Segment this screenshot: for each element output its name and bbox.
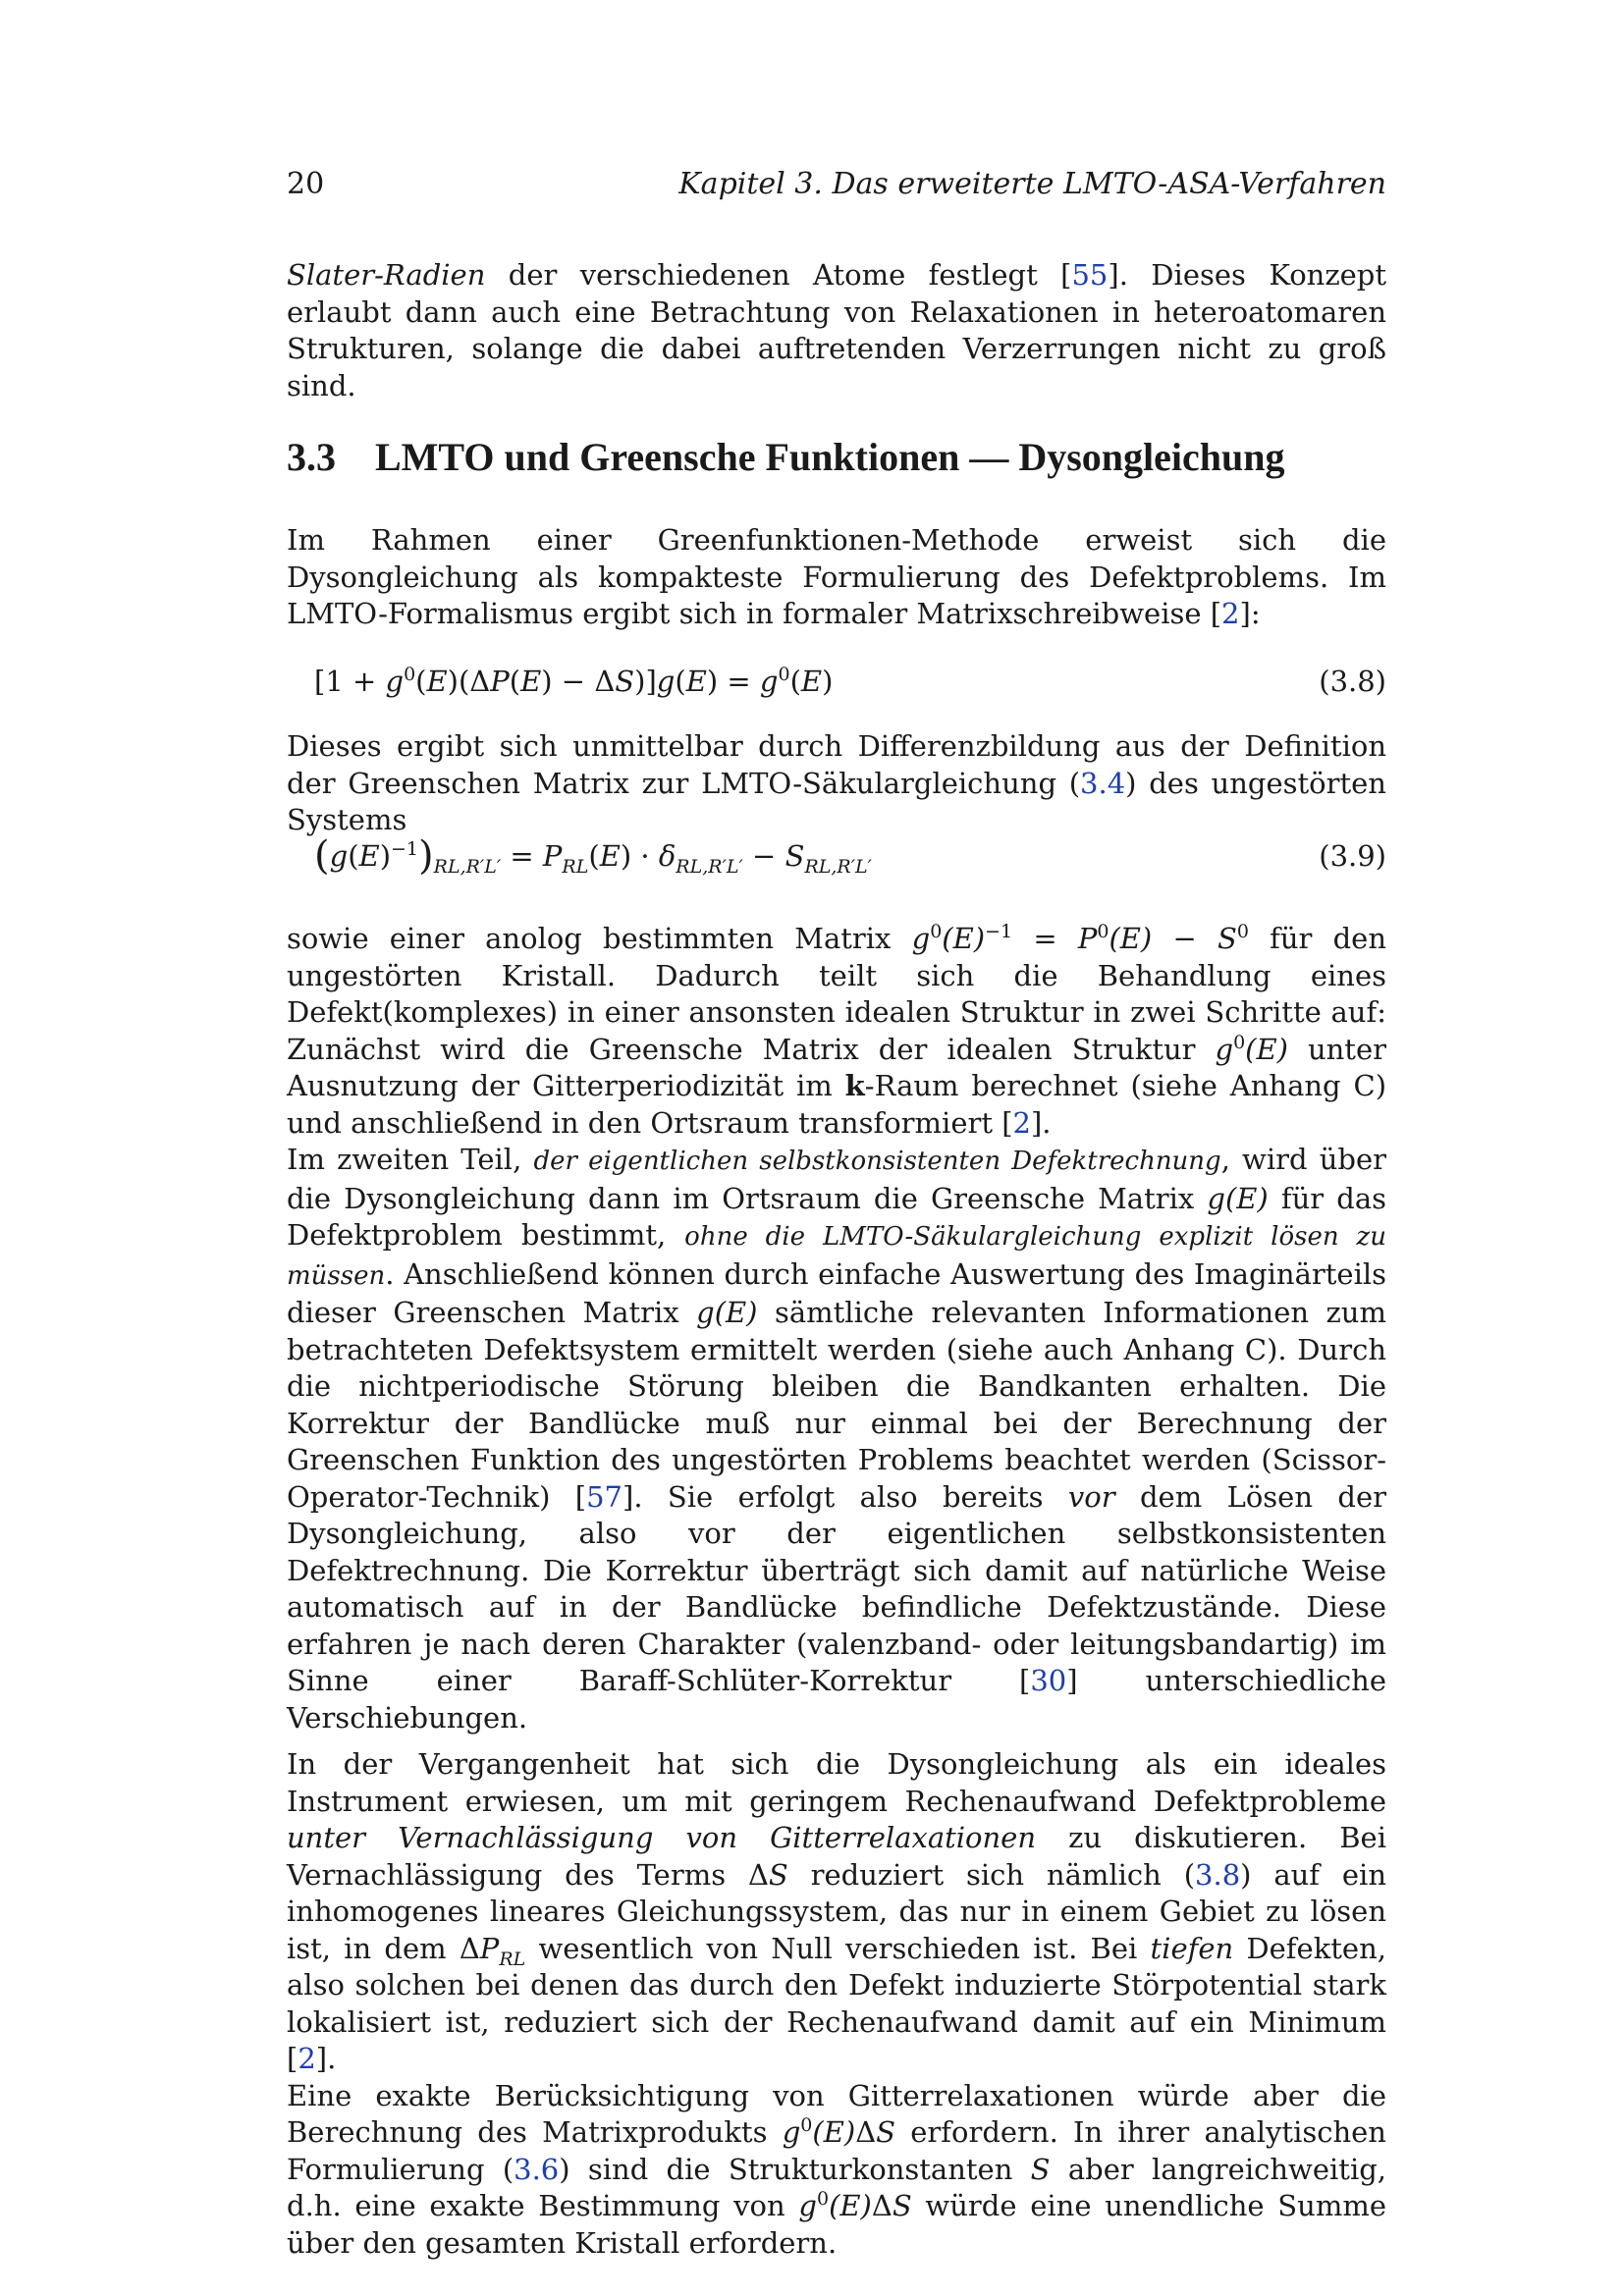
section-heading — [287, 432, 1386, 483]
paragraph-3 — [287, 921, 1386, 2262]
paragraph-text: würde eine unendliche Summe über den gesamten Kristall erfordern. — [287, 2189, 1386, 2260]
equation-ref-link[interactable]: 3.8 — [1195, 1857, 1241, 1892]
paragraph-text: sowie einer anolog bestimmten Matrix — [287, 922, 912, 955]
equation-body: $[1 + g^0(E)(\Delta P(E) - \Delta S)]g(E) = g^0(E)$ — [314, 664, 834, 698]
equation-body: $(g(E)^{-1})_{RL,R'L'} = P_{RL}(E) \cdot \delta_{RL,R'L'} - S_{RL,R'L'}$ — [314, 833, 872, 879]
citation-link[interactable]: 55 — [1071, 258, 1109, 292]
paragraph-text: für das Defektproblem bestimmt, — [287, 1181, 1387, 1252]
inline-math: g(E) — [1207, 1181, 1269, 1215]
inline-math: $\Delta P_{RL}$ — [459, 1931, 526, 1970]
paragraph-text: ]: — [1239, 597, 1261, 630]
emphasis: vor — [1067, 1479, 1115, 1514]
paragraph-text: ) des ungestörten Systems — [287, 766, 1386, 836]
emphasis: der eigentlichen selbstkonsistenten Defektrechnung — [533, 1147, 1221, 1176]
emphasis: unter Vernachlässigung von Gitterrelaxationen — [287, 1821, 1037, 1854]
citation-link[interactable]: 2 — [1012, 1105, 1031, 1140]
running-title: Kapitel 3. Das erweiterte LMTO-ASA-Verfahren — [678, 167, 1386, 201]
emphasis: ohne die LMTO-Säkulargleichung explizit lösen zu müssen — [287, 1222, 1386, 1291]
paragraph-text: dem Lösen der Dysongleichung, also vor der eigentlichen selbstkonsistenten Defektrechnung. Die Korrektur überträgt sich damit auf natürliche Weise automatisch auf in der Bandlücke befindliche Defektzustände. Diese erfahren je nach deren Charakter (valenzband- oder leitungsbandartig) im Sinne einer Baraff-Schlüter-Korrektur [ — [287, 1479, 1386, 1697]
intro-text: der verschiedenen Atome festlegt [ — [485, 258, 1072, 292]
paragraph-text: ) auf ein inhomogenes lineares Gleichungssystem, das nur in einem Gebiet zu lösen ist, in dem — [287, 1857, 1386, 1965]
paragraph-text: reduziert sich nämlich ( — [787, 1857, 1196, 1892]
paragraph-1 — [287, 522, 1386, 633]
paragraph-text: ]. Sie erfolgt also bereits — [622, 1479, 1068, 1514]
section-title: LMTO und Greensche Funktionen — Dysongleichung — [375, 435, 1285, 479]
paragraph-text: unter Ausnutzung der Gitterperiodizität im — [287, 1032, 1386, 1102]
intro-paragraph — [287, 257, 1386, 404]
inline-math: ΔS — [747, 1857, 788, 1892]
paragraph-text: Eine exakte Berücksichtigung von Gitterrelaxationen würde aber die Berechnung des Matrixprodukts — [287, 2078, 1386, 2149]
paragraph-text: erfordern. In ihrer analytischen Formulierung ( — [287, 2115, 1386, 2186]
paragraph-text: ) sind die Strukturkonstanten — [559, 2152, 1031, 2186]
citation-link[interactable]: 57 — [586, 1479, 622, 1514]
paragraph-text: Defekten, also solchen bei denen das durch den Defekt induzierte Störpotential stark lokalisiert ist, reduziert sich der Rechenaufwand damit auf ein Minimum [ — [287, 1931, 1386, 2075]
paragraph-text: Im zweiten Teil, — [287, 1143, 534, 1176]
k-bold: k — [844, 1069, 865, 1102]
emphasis: tiefen — [1150, 1931, 1234, 1965]
paragraph-text: wesentlich von Null verschieden ist. Bei — [525, 1931, 1151, 1965]
paragraph-text: Im Rahmen einer Greenfunktionen-Methode erweist sich die Dysongleichung als kompakteste Formulierung des Defektproblems. Im LMTO-Formalismus ergibt sich in formaler Matrixschreibweise [ — [287, 523, 1386, 630]
equation-3-8 — [314, 660, 1386, 703]
page-number: 20 — [287, 167, 325, 201]
inline-math: $g^0(E)^{-1} = P^0(E) - S^0$ — [911, 921, 1249, 955]
equation-ref-link[interactable]: 3.6 — [514, 2152, 560, 2186]
section-number: 3.3 — [287, 435, 336, 479]
paragraph-text: ] unterschiedliche Verschiebungen. — [287, 1664, 1386, 1735]
intro-text: ]. Dieses Konzept erlaubt dann auch eine Betrachtung von Relaxationen in heteroatomaren Strukturen, solange die dabei auftretenden Verzerrungen nicht zu groß sind. — [287, 258, 1386, 402]
intro-term: Slater-Radien — [287, 258, 486, 292]
equation-number: (3.8) — [1319, 665, 1386, 698]
paragraph-text: ]. — [315, 2042, 337, 2075]
citation-link[interactable]: 30 — [1030, 1664, 1067, 1697]
inline-math: g(E) — [696, 1296, 758, 1329]
paragraph-2 — [287, 728, 1386, 839]
paragraph-text: ]. — [1030, 1105, 1052, 1140]
paragraph-text: für den ungestörten Kristall. Dadurch teilt sich die Behandlung eines Defekt(komplexes) in einer ansonsten idealen Struktur in zwei Schritte auf: Zunächst wird die Greensche Matrix der idealen Struktur — [287, 922, 1387, 1066]
citation-link[interactable]: 2 — [1221, 597, 1240, 630]
paragraph-text: zu diskutieren. Bei Vernachlässigung des Terms — [287, 1821, 1386, 1892]
inline-math: $g^0(E)\Delta S$ — [782, 2114, 896, 2149]
equation-number: (3.9) — [1319, 839, 1386, 873]
inline-math: $g^0(E)$ — [1215, 1031, 1288, 1066]
paragraph-text: -Raum berechnet (siehe Anhang C) und anschließend in den Ortsraum transformiert [ — [287, 1069, 1387, 1140]
paragraph-text: , wird über die Dysongleichung dann im Ortsraum die Greensche Matrix — [287, 1143, 1386, 1215]
paragraph-text: In der Vergangenheit hat sich die Dysongleichung als ein ideales Instrument erwiesen, um mit geringem Rechenaufwand Defektprobleme — [287, 1747, 1386, 1818]
paragraph-text: Dieses ergibt sich unmittelbar durch Differenzbildung aus der Definition der Greenschen Matrix zur LMTO-Säkulargleichung ( — [287, 729, 1386, 800]
citation-link[interactable]: 2 — [298, 2042, 316, 2075]
page-header — [287, 165, 1386, 204]
inline-math: S — [1030, 2152, 1051, 2186]
equation-ref-link[interactable]: 3.4 — [1080, 766, 1126, 800]
inline-math: $g^0(E)\Delta S$ — [798, 2188, 912, 2222]
paragraph-text: aber langreichweitig, d.h. eine exakte Bestimmung von — [287, 2152, 1386, 2222]
paragraph-text: sämtliche relevanten Informationen zum betrachteten Defektsystem ermittelt werden (siehe auch Anhang C). Durch die nichtperiodische Störung bleiben die Bandkanten erhalten. Die Korrektur der Bandlücke muß nur einmal bei der Berechnung der Greenschen Funktion des ungestörten Problems beachtet werden (Scissor-Operator-Technik) [ — [287, 1296, 1386, 1514]
paragraph-text: . Anschließend können durch einfache Auswertung des Imaginärteils dieser Greenschen Matrix — [287, 1256, 1386, 1329]
equation-3-9 — [314, 834, 1386, 878]
